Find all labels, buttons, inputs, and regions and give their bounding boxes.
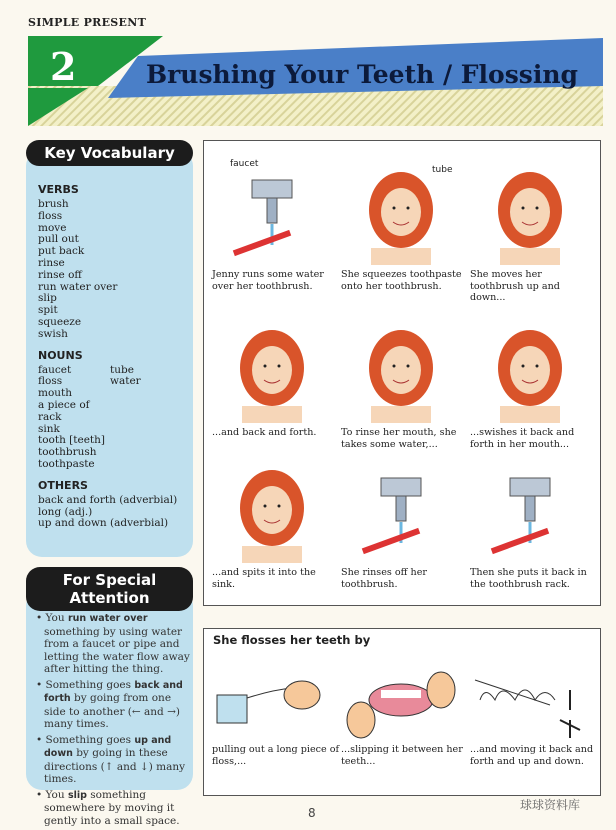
step-caption: pulling out a long piece of floss,... xyxy=(212,744,340,767)
flossing-step xyxy=(470,660,598,767)
step-caption: ...and moving it back and forth and up and down. xyxy=(470,744,594,767)
brushing-step xyxy=(341,160,469,292)
attention-item: • Something goes back and forth by going from one side to another (← and →) many times. xyxy=(36,678,183,730)
others-heading: OTHERS xyxy=(38,478,88,492)
attention-item: • Something goes up and down by going in these directions (↑ and ↓) many times. xyxy=(36,733,186,785)
faucet-label: faucet xyxy=(230,159,259,169)
verbs-list xyxy=(38,199,188,341)
brushing-step xyxy=(470,458,598,590)
attention-term: slip xyxy=(67,789,87,801)
watermark: 球球资料库 xyxy=(520,798,581,812)
attention-term: up and down xyxy=(44,734,172,759)
attention-text: Something goes xyxy=(45,678,135,691)
attention-text: by going in these directions (↑ and ↓) many times. xyxy=(44,747,186,785)
attention-term: back and forth xyxy=(44,679,183,704)
step-caption: To rinse her mouth, she takes some water,... xyxy=(341,427,457,450)
attention-text: something by using water from a faucet or pipe and letting the water flow away after hitting the thing. xyxy=(44,625,190,675)
flossing-step xyxy=(341,660,469,767)
tube-label: tube xyxy=(432,165,453,175)
attention-text: something somewhere by moving it gently into a small space. xyxy=(44,788,180,827)
vocab-word: move xyxy=(38,221,67,234)
step-caption: She moves her toothbrush up and down... xyxy=(470,269,560,303)
others-list xyxy=(38,495,188,530)
flossing-step xyxy=(212,660,340,767)
vocab-word: floss xyxy=(38,209,63,222)
step-caption: ...and spits it into the sink. xyxy=(212,567,316,590)
vocab-word: run water over xyxy=(38,280,118,293)
illustration xyxy=(470,458,590,563)
attention-text: Something goes xyxy=(45,733,135,746)
attention-text: You xyxy=(45,788,68,801)
attention-term: run water over xyxy=(67,613,148,624)
vocab-word: squeeze xyxy=(38,315,82,328)
vocab-word: brush xyxy=(38,198,69,210)
step-caption: Then she puts it back in the toothbrush rack. xyxy=(470,567,587,590)
vocab-word: floss xyxy=(38,375,63,388)
page-number: 8 xyxy=(308,806,316,820)
illustration xyxy=(341,660,461,740)
step-caption: Jenny runs some water over her toothbrush. xyxy=(212,269,324,292)
illustration xyxy=(212,160,332,265)
nouns-heading: NOUNS xyxy=(38,348,83,362)
illustration xyxy=(212,458,332,563)
step-caption: ...slipping it between her teeth... xyxy=(341,744,463,767)
vocab-word: a piece of xyxy=(38,398,90,411)
unit-number: 2 xyxy=(50,44,77,89)
vocab-word: toothbrush xyxy=(38,446,97,459)
step-caption: She rinses off her toothbrush. xyxy=(341,567,427,590)
attention-item: • You run water over something by using water from a faucet or pipe and letting the water flow away after hitting the thing. xyxy=(36,612,190,675)
step-caption: ...swishes it back and forth in her mouth... xyxy=(470,427,575,450)
illustration xyxy=(470,318,590,423)
brushing-step xyxy=(212,160,340,292)
vocab-word: tooth [teeth] xyxy=(38,434,106,447)
vocab-word: spit xyxy=(38,304,58,317)
illustration xyxy=(341,318,461,423)
illustration xyxy=(212,318,332,423)
vocab-word: swish xyxy=(38,327,68,340)
illustration xyxy=(212,660,332,740)
brushing-step xyxy=(212,318,340,439)
vocab-word: sink xyxy=(38,422,60,435)
attention-list xyxy=(36,612,191,830)
vocab-word: rack xyxy=(38,410,62,423)
attention-item: • You slip something somewhere by moving it gently into a small space. xyxy=(36,788,180,827)
illustration xyxy=(470,160,590,265)
vocab-word: up and down (adverbial) xyxy=(38,517,169,530)
flossing-heading: She flosses her teeth by xyxy=(213,633,371,647)
vocab-word: toothpaste xyxy=(38,457,95,470)
brushing-step xyxy=(212,458,340,590)
illustration xyxy=(341,458,461,563)
vocab-word: put back xyxy=(38,245,85,258)
page-title: Brushing Your Teeth / Flossing xyxy=(146,60,579,89)
vocabulary-content xyxy=(38,175,188,530)
attention-text: by going from one side to another (← and →) many times. xyxy=(44,692,181,730)
vocab-word: slip xyxy=(38,292,57,305)
step-caption: ...and back and forth. xyxy=(212,427,317,438)
vocab-word: water xyxy=(110,375,141,388)
vocab-word: tube xyxy=(110,363,134,376)
section-label: SIMPLE PRESENT xyxy=(28,16,147,29)
vocabulary-heading: Key Vocabulary xyxy=(26,140,193,166)
vocab-word: faucet xyxy=(38,363,72,376)
verbs-heading: VERBS xyxy=(38,183,79,196)
brushing-step xyxy=(341,458,469,590)
vocab-word: rinse xyxy=(38,256,65,269)
vocab-word: mouth xyxy=(38,387,73,400)
vocab-word: rinse off xyxy=(38,268,82,281)
vocab-word: long (adj.) xyxy=(38,505,93,518)
illustration xyxy=(470,660,590,740)
brushing-step xyxy=(470,318,598,450)
nouns-list-2 xyxy=(110,365,141,471)
vocab-word: back and forth (adverbial) xyxy=(38,493,178,506)
brushing-step xyxy=(341,318,469,450)
nouns-list-1 xyxy=(38,365,110,471)
illustration xyxy=(341,160,461,265)
vocab-word: pull out xyxy=(38,233,79,246)
attention-heading: For Special Attention xyxy=(26,567,193,611)
brushing-step xyxy=(470,160,598,304)
step-caption: She squeezes toothpaste onto her toothbrush. xyxy=(341,269,462,292)
attention-text: You xyxy=(45,612,68,624)
